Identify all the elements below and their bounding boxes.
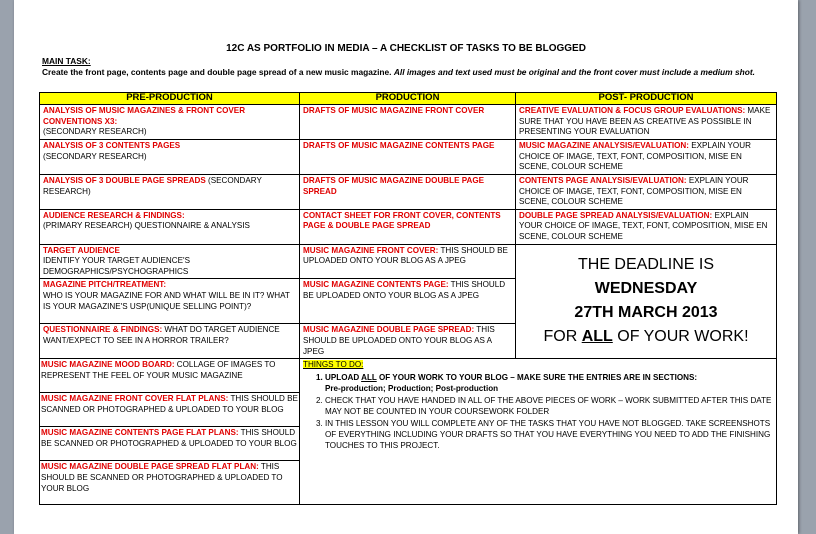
- task-desc: (SECONDARY RESEARCH): [43, 127, 147, 137]
- pre-cell: [40, 279, 300, 324]
- todo-heading: THINGS TO DO:: [303, 360, 364, 370]
- pre-cell: [40, 209, 300, 244]
- table-row: [40, 209, 777, 244]
- main-task-italic: All images and text used must be original and the front cover must include a medium shot.: [393, 67, 755, 77]
- prod-cell: [300, 279, 516, 324]
- post-cell: [516, 209, 777, 244]
- todo-item1-pre: UPLOAD: [325, 372, 362, 382]
- task-desc: WHAT DO TARGET AUDIENCE WANT/EXPECT TO SEE IN A HORROR TRAILER?: [43, 325, 280, 345]
- todo-item: 3. IN THIS LESSON YOU WILL COMPLETE ANY OF THE TASKS THAT YOU HAVE NOT BLOGGED. TAKE SCREENSHOTS OF EVERYTHING INCLUDING YOUR DRAFTS SO THAT YOU HAVE EVERYTHING YOU NEED TO ADD THE FINISHING TOUCHES TO THIS PROJECT.: [325, 419, 773, 451]
- task-title: MUSIC MAGAZINE MOOD BOARD:: [41, 360, 175, 370]
- task-desc: (SECONDARY RESEARCH): [43, 176, 262, 196]
- document-page: [14, 0, 798, 534]
- deadline-line-1: THE DEADLINE IS: [577, 256, 715, 274]
- task-title: MUSIC MAGAZINE CONTENTS PAGE:: [303, 280, 449, 290]
- task-title: MUSIC MAGAZINE ANALYSIS/EVALUATION:: [519, 141, 689, 150]
- task-desc: (SECONDARY RESEARCH): [43, 151, 147, 161]
- prod-cell: [300, 175, 516, 210]
- task-title: CONTENTS PAGE ANALYSIS/EVALUATION:: [519, 176, 687, 185]
- task-desc: THIS SHOULD BE UPLOADED ONTO YOUR BLOG AS A JPEG: [303, 280, 506, 300]
- prod-cell: [300, 140, 516, 175]
- prod-cell: [300, 244, 516, 279]
- task-desc: MAKE SURE THAT YOU HAVE BEEN AS CREATIVE AS POSSIBLE IN PRESENTING YOUR EVALUATION: [519, 106, 771, 137]
- task-title: MUSIC MAGAZINE FRONT COVER FLAT PLANS:: [41, 394, 229, 404]
- task-desc: THIS SHOULD BE SCANNED OR PHOTOGRAPHED & UPLOADED TO YOUR BLOG: [41, 462, 283, 493]
- task-title: DRAFTS OF MUSIC MAGAZINE FRONT COVER: [303, 106, 485, 115]
- deadline-pre: FOR: [543, 328, 582, 346]
- task-desc: COLLAGE OF IMAGES TO REPRESENT THE FEEL OF YOUR MUSIC MAGAZINE: [41, 360, 276, 380]
- table-row: [40, 175, 777, 210]
- task-title: MUSIC MAGAZINE DOUBLE PAGE SPREAD:: [303, 325, 475, 335]
- task-title: MUSIC MAGAZINE CONTENTS PAGE FLAT PLANS:: [41, 428, 239, 438]
- header-production: PRODUCTION: [300, 93, 516, 105]
- table-row: [40, 244, 777, 279]
- main-task-text: Create the front page, contents page and double page spread of a new music magazine.: [42, 67, 392, 77]
- task-title: CREATIVE EVALUATION & FOCUS GROUP EVALUATIONS:: [519, 106, 746, 115]
- todo-item: 2. CHECK THAT YOU HAVE HANDED IN ALL OF THE ABOVE PIECES OF WORK – WORK SUBMITTED AFTER THIS DATE MAY NOT BE COUNTED IN YOUR COURSEWORK FOLDER: [325, 396, 773, 417]
- task-desc: EXPLAIN YOUR CHOICE OF IMAGE, TEXT, FONT, COMPOSITION, MISE EN SCENE, COLOUR SCHEME: [519, 210, 768, 241]
- pre-cell: [40, 175, 300, 210]
- pre-cell: [40, 359, 300, 393]
- pre-cell: [40, 140, 300, 175]
- pre-cell: [40, 105, 300, 140]
- todo-item: [325, 373, 773, 394]
- pre-cell: [40, 461, 300, 505]
- task-desc: THIS SHOULD BE SCANNED OR PHOTOGRAPHED & UPLOADED TO YOUR BLOG: [41, 428, 297, 448]
- table-row: [40, 105, 777, 140]
- pre-flatplans-cell: [40, 359, 300, 505]
- post-cell: [516, 140, 777, 175]
- header-post-production: POST- PRODUCTION: [516, 93, 777, 105]
- task-desc: EXPLAIN YOUR CHOICE OF IMAGE, TEXT, FONT, COMPOSITION, MISE EN SCENE, COLOUR SCHEME: [519, 141, 751, 172]
- todo-item1-post: OF YOUR WORK TO YOUR BLOG – MAKE SURE THE ENTRIES ARE IN SECTIONS:: [376, 372, 698, 382]
- todo-item1-all: ALL: [361, 372, 377, 382]
- deadline-all: ALL: [581, 328, 613, 346]
- task-desc: EXPLAIN YOUR CHOICE OF IMAGE, TEXT, FONT, COMPOSITION, MISE EN SCENE, COLOUR SCHEME: [519, 176, 749, 207]
- task-title: DOUBLE PAGE SPREAD ANALYSIS/EVALUATION:: [519, 210, 713, 220]
- pre-subtable: [40, 359, 300, 505]
- post-cell: [516, 105, 777, 140]
- task-title: MUSIC MAGAZINE DOUBLE PAGE SPREAD FLAT PLAN:: [41, 462, 259, 472]
- task-title: QUESTIONNAIRE & FINDINGS:: [43, 325, 163, 335]
- task-title: AUDIENCE RESEARCH & FINDINGS:: [43, 210, 185, 220]
- task-desc: IDENTIFY YOUR TARGET AUDIENCE'S DEMOGRAPHICS/PSYCHOGRAPHICS: [43, 256, 190, 276]
- deadline-line-4: [519, 325, 773, 349]
- task-desc: THIS SHOULD BE UPLOADED ONTO YOUR BLOG AS A JPEG: [303, 325, 495, 356]
- task-title: DRAFTS OF MUSIC MAGAZINE DOUBLE PAGE SPREAD: [303, 176, 485, 196]
- deadline-date: 27TH MARCH 2013: [574, 304, 718, 322]
- document-title: 12C AS PORTFOLIO IN MEDIA – A CHECKLIST OF TASKS TO BE BLOGGED: [226, 43, 586, 54]
- main-task: [42, 56, 782, 78]
- task-desc: THIS SHOULD BE UPLOADED ONTO YOUR BLOG AS A JPEG: [303, 245, 508, 266]
- table-header-row: [40, 93, 777, 105]
- task-title: DRAFTS OF MUSIC MAGAZINE CONTENTS PAGE: [303, 141, 495, 150]
- deadline-post: OF YOUR WORK!: [612, 328, 749, 346]
- todo-item1-sub: Pre-production; Production; Post-production: [325, 383, 499, 393]
- todo-list: [303, 373, 773, 451]
- pre-cell: [40, 244, 300, 279]
- task-title: TARGET AUDIENCE: [43, 245, 120, 255]
- prod-cell: [300, 209, 516, 244]
- task-title: ANALYSIS OF 3 CONTENTS PAGES: [43, 141, 181, 150]
- main-task-label: MAIN TASK:: [42, 56, 91, 66]
- post-cell: [516, 175, 777, 210]
- table-row: [40, 359, 777, 505]
- table-row: [40, 140, 777, 175]
- pre-cell: [40, 427, 300, 461]
- task-desc: (PRIMARY RESEARCH) QUESTIONNAIRE & ANALYSIS: [43, 221, 250, 231]
- task-title: CONTACT SHEET FOR FRONT COVER, CONTENTS PAGE & DOUBLE PAGE SPREAD: [303, 210, 501, 231]
- todo-cell: [300, 359, 777, 505]
- task-title: ANALYSIS OF MUSIC MAGAZINES & FRONT COVER CONVENTIONS X3:: [43, 106, 246, 126]
- header-pre-production: PRE-PRODUCTION: [40, 93, 300, 105]
- checklist-table: [39, 92, 777, 505]
- deadline-day: WEDNESDAY: [594, 280, 698, 298]
- pre-cell: [40, 324, 300, 359]
- task-title: MUSIC MAGAZINE FRONT COVER:: [303, 245, 439, 255]
- task-desc: WHO IS YOUR MAGAZINE FOR AND WHAT WILL BE IN IT? WHAT IS YOUR MAGAZINE'S USP(UNIQUE SELLING POINT)?: [43, 290, 290, 311]
- task-desc: THIS SHOULD BE SCANNED OR PHOTOGRAPHED & UPLOADED TO YOUR BLOG: [41, 394, 298, 414]
- task-title: MAGAZINE PITCH/TREATMENT:: [43, 280, 167, 290]
- deadline-cell: [516, 244, 777, 359]
- prod-cell: [300, 105, 516, 140]
- prod-cell: [300, 324, 516, 359]
- task-title: ANALYSIS OF 3 DOUBLE PAGE SPREADS: [43, 176, 206, 185]
- pre-cell: [40, 393, 300, 427]
